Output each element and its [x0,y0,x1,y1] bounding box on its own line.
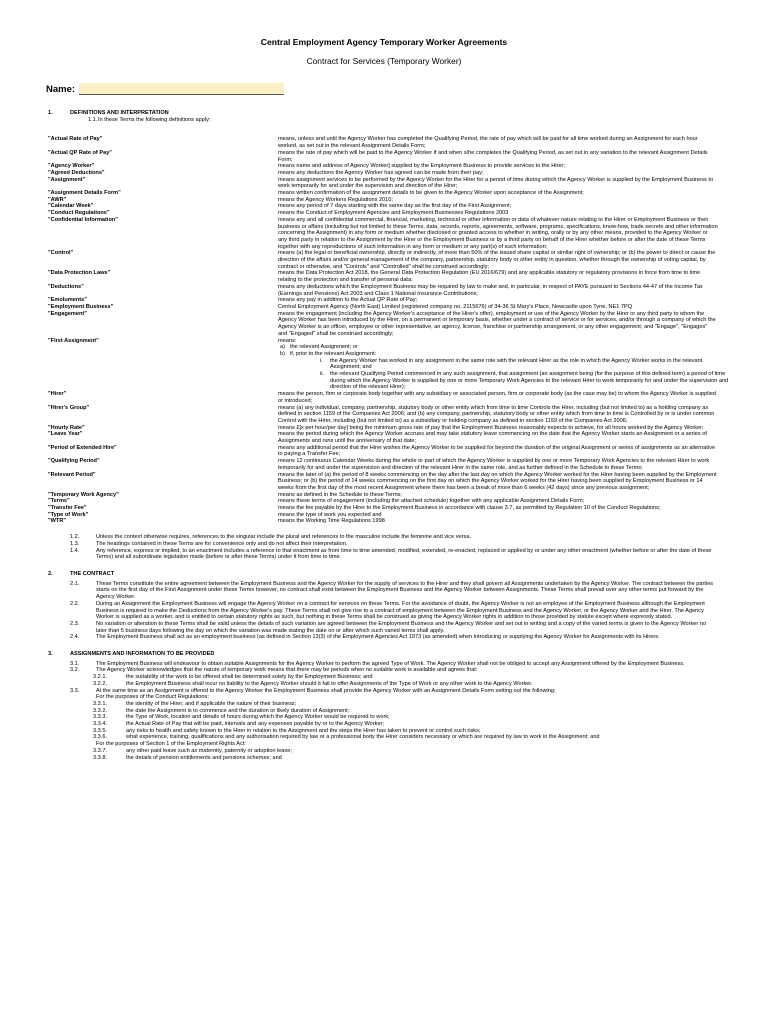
clause-text: The Agency Worker acknowledges that the nature of temporary work means that there may be periods when no suitable work is available and agrees that: [96,667,478,674]
clause-text: the details of pension entitlements and pensions schemes; and [126,754,282,761]
clause-number: 3.2. [70,667,80,674]
clause-text: the suitability of the work to be offered shall be determined solely by the Employment Business; and [126,674,373,681]
section-title: DEFINITIONS AND INTERPRETATION [70,110,169,116]
definition-term: "Terms" [48,498,70,505]
definition-row [0,458,768,471]
definition-term: "Agency Worker" [48,163,95,170]
definition-term: "Actual Rate of Pay" [48,136,103,143]
definition-term: "WTR" [48,518,67,525]
definition-meaning: means the period during which the Agency Worker accrues and may take statutory leave commencing on the date that the Agency Worker starts an Assignment or a series of Assignments and runs until the anniversary of that date; [278,431,707,445]
clause-text: Any reference, express or implied, to an enactment includes a reference to that enactment as from time to time amended, modified, extended, re-enacted, replaced or applied by or under any other enactment (whether before or after the date of these Terms) and all subordinate legislation made (before or after these Terms) under it from time to time. [96,547,712,561]
definition-row [0,425,768,432]
definition-term: "Assignment" [48,176,86,183]
definition-sub-item [0,344,768,351]
definition-meaning: means £[x per hour/per day] being the minimum gross rate of pay that the Employment Business reasonably expects to achieve, for all hours worked by the Agency Worker; [278,424,704,431]
clause-number: 2.4. [70,634,80,641]
definition-row [0,284,768,297]
definition-term: "First Assignment" [48,337,99,344]
definition-meaning: means any deductions the Agency Worker has agreed can be made from their pay; [278,169,484,176]
definition-row [0,217,768,251]
sub-clause [0,755,768,762]
clause-number: 3.3.8. [93,754,107,761]
sub-item-text: if, prior to the relevant Assignment: [290,350,377,357]
sub-item-label: b) [280,350,285,357]
section [0,651,768,761]
clause-number: 3.3. [70,687,80,694]
definition-row [0,472,768,492]
definition-row [0,518,768,525]
sub-clause [0,708,768,715]
clause-number: 3.2.2. [93,680,107,687]
definition-term: "Relevant Period" [48,471,96,478]
sub-clause [0,748,768,755]
definition-meaning: means the fee payable by the Hirer to the Employment Business in accordance with clause 3.7, as permitted by Regulation 10 of the Conduct Regulations; [278,505,661,512]
clause-text: the identity of the Hirer, and if applicable the nature of their business; [126,700,297,707]
name-label: Name: [46,83,76,95]
clause-note: For the purposes of Section 1 of the Employment Rights Act: [96,741,246,748]
clause-number: 2.2. [70,600,80,607]
definition-row [0,311,768,338]
section [0,110,768,561]
clause [0,667,768,674]
clause-number: 1.2. [70,534,80,541]
definition-term: "AWR" [48,196,67,203]
definition-term: "Confidential Information" [48,216,118,223]
definition-meaning: means the type of work you expected and [278,511,382,518]
definition-sub-sub-item [0,371,768,391]
definition-row [0,505,768,512]
clause-number: 3.3.1. [93,700,107,707]
document-subtitle: Contract for Services (Temporary Worker) [306,56,462,66]
sub-clause [0,701,768,708]
sub-clause [0,674,768,681]
clause-text: the Employment Business shall incur no liability to the Agency Worker should it fail to offer Assignments of the Type of Work or any other work to the Agency Worker. [126,680,533,687]
definition-meaning: means any and all confidential commercial, financial, marketing, technical or other information or data of whatever nature relating to the Hirer or Employment Business or their business or affairs (including but not limited to these Terms, data, records, reports, agreements, software, programs, specifications, know-how, trade secrets and other information concerning the Assignment) in any form or medium whether disclosed or granted access to whether in writing, orally or by any other means, provided to the Agency Worker or any third party in relation to the Assignment by the Hirer or the Employment Business or by a third party on behalf of the Hirer whether before or after the date of these Terms together with any reproductions of such information in any form or medium or any part(s) of such information; [278,216,718,250]
definition-row [0,203,768,210]
sub-item-label: ii. [320,371,325,378]
clause-text: the date the Assignment is to commence and the duration or likely duration of Assignment; [126,707,350,714]
definition-row [0,445,768,458]
definition-term: "Hirer" [48,391,67,398]
clause-text: Unless the context otherwise requires, references to the singular include the plural and references to the masculine include the feminine and vice versa. [96,534,471,541]
definition-term: "Period of Extended Hire" [48,444,117,451]
clause [0,548,768,561]
sub-clause [0,728,768,735]
sub-item-label: a) [280,344,285,351]
definition-row [0,297,768,304]
clause-text: The Employment Business will endeavour to obtain suitable Assignments for the Agency Worker to perform the agreed Type of Work. The Agency Worker shall not be obliged to accept any Assignment offered by the Employment Business. [96,660,685,667]
clause-text: No variation or alteration to these Terms shall be valid unless the details of such variation are agreed between the Employment Business and the Agency Worker and set out in writing and a copy of the varied terms is given to the Agency Worker no later than 5 business days following the day on which the variation was made stating the date on or after which such varied terms shall apply. [96,620,707,634]
section-number: 2. [48,571,53,577]
definition-meaning: Central Employment Agency (North East) Limited (registered company no. 2115676) of 34-36 St Mary's Place, Newcastle upon Tyne, NE1 7PQ [278,303,633,310]
definition-row [0,492,768,499]
definition-meaning: means the Agency Workers Regulations 2010; [278,196,393,203]
section-heading [0,651,768,658]
sub-item-label: i. [320,357,323,364]
clause-text: During an Assignment the Employment Business will engage the Agency Worker on a contract for services on these Terms. For the avoidance of doubt, the Agency Worker is not an employee of the Employment Business although the Employment Business is required to make the Deductions from the Agency Worker's pay. These Terms shall not give rise to a contract of employment between the Employment Business and the Agency Worker, or the Agency Worker and the Hirer. The Agency Worker is supplied as a worker, and is entitled to certain statutory rights as such, but nothing in these Terms shall be construed as giving the Agency Worker rights in addition to those provided by statute except where expressly stated. [96,600,705,621]
clause-text: At the same time as an Assignment is offered to the Agency Worker the Employment Business shall provide the Agency Worker with an Assignment Details Form setting out the following: [96,687,556,694]
clause [0,634,768,641]
definition-row [0,150,768,163]
section-title: THE CONTRACT [70,571,115,577]
section-heading [0,571,768,578]
definition-row [0,304,768,311]
clause-number: 1.1. [88,116,98,123]
definition-term: "Calendar Week" [48,203,94,210]
clause-number: 3.3.4. [93,721,107,728]
clause-number: 3.3.5. [93,727,107,734]
definition-meaning: means any additional period that the Hirer wishes the Agency Worker to be supplied for beyond the duration of the original Assignment or series of assignments as an alternative to paying a Transfer Fee; [278,444,716,458]
definition-meaning: means as defined in the Schedule to these Terms; [278,491,402,498]
clause-text: the Type of Work, location and details of hours during which the Agency Worker would be required to work; [126,714,390,721]
definition-row [0,197,768,204]
definition-meaning: means the rate of pay which will be paid to the Agency Worker if and when s/he completes the Qualifying Period, as set out in any variation to the relevant Assignment Details Form; [278,149,708,163]
clause-number: 3.3.6. [93,734,107,741]
definition-row [0,512,768,519]
definition-row [0,250,768,270]
clause-text: The Employment Business shall act as an employment business (as defined in Section 13(3) of the Employment Agencies Act 1973 (as amended) when introducing or supplying the Agency Worker for Assignments with its Hirers. [96,634,660,641]
clause-text: These Terms constitute the entire agreement between the Employment Business and the Agency Worker for the supply of services to the Hirer and they shall govern all Assignments undertaken by the Agency Worker. The contract between the parties starts on the first day of the First Assignment under these Terms however, no contract shall exist between the Employment Business and the Agency Worker between Assignments. These Terms shall prevail over any other terms put forward by the Agency Worker. [96,580,714,601]
definition-row [0,405,768,425]
definition-row [0,498,768,505]
clause [0,688,768,695]
definition-meaning: means name and address of Agency Worker] supplied by the Employment Business to provide services to the Hirer; [278,163,565,170]
sub-item-text: the relevant Qualifying Period commenced in any such assignment, that assignment (an assignment being (for the purpose of this defined term) a period of time during which the Agency Worker is supplied by one or more Temporary Work Agencies to the relevant Hirer to work temporarily for and under the supervision and direction of the relevant Hirer); [330,371,729,391]
definition-term: "Temporary Work Agency" [48,491,119,498]
clause-list [0,581,768,641]
definition-term: "Actual QP Rate of Pay" [48,149,112,156]
clause-text: any risks to health and safety known to the Hirer in relation to the Assignment and the steps the Hirer has taken to prevent or control such risks; [126,727,481,734]
definition-meaning: means the later of (a) the period of 8 weeks commencing on the day after the last day on which the Agency Worker worked for the Hirer having been supplied by the Employment Business; or (b) the period of 14 weeks commencing on the first day on which the Agency Worker worked for the Hirer having been supplied by Employment Business or 14 weeks from the first day of the most recent Assignment where there has been a break of more than 6 weeks (42 days) since any previous assignment; [278,471,717,491]
definition-row [0,163,768,170]
definition-row [0,391,768,404]
definition-sub-item [0,351,768,358]
section-heading [0,110,768,117]
section-number: 1. [48,110,53,116]
definition-meaning: means the Conduct of Employment Agencies and Employment Businesses Regulations 2003 [278,210,509,217]
clause [0,581,768,601]
document-body [0,110,768,1020]
definition-row [0,170,768,177]
definition-meaning: means the person, firm or corporate body together with any subsidiary or associated person, firm or corporate body (as the case may be) to whom the Agency Worker is supplied or introduced; [278,391,716,404]
definition-term: "Data Protection Laws" [48,270,111,277]
definition-term: "Hourly Rate" [48,424,85,431]
clause-text: what experience, training, qualifications and any authorisation required by law or a professional body the Hirer considers necessary or which are required by law to work in the Assignment; and [126,734,600,741]
clause-text: The headings contained in these Terms are for convenience only and do not affect their interpretation. [96,540,348,547]
definition-sub-sub-item [0,358,768,371]
section-number: 3. [48,651,53,658]
clause-text: In these Terms the following definitions apply: [98,116,211,123]
clause-list [0,534,768,561]
definition-row [0,177,768,190]
clause-number: 3.3.7. [93,747,107,754]
clause [0,661,768,668]
definition-term: "Qualifying Period" [48,458,100,465]
definition-meaning: means, unless and until the Agency Worker has completed the Qualifying Period, the rate of pay which will be paid for all time worked during an Assignment for each hour worked, as set out in the relevant Assignment Details Form; [278,136,698,150]
definition-term: "Assignment Details Form" [48,190,121,197]
definition-meaning: means these terms of engagement (including the attached schedule) together with any applicable Assignment Details Form; [278,498,585,505]
clause-number: 3.1. [70,660,80,667]
definition-term: "Transfer Fee" [48,505,87,512]
definition-meaning: means 12 continuous Calendar Weeks during the whole or part of which the Agency Worker is supplied by one or more Temporary Work Agencies to the relevant Hirer to work temporarily for and under the supervision and direction of the relevant Hirer in the same role, and as further defined in the Schedule to these Terms; [278,458,710,471]
definition-meaning: means: [278,337,297,344]
clause [0,534,768,541]
definition-meaning: means the engagement (including the Agency Worker's acceptance of the Hirer's offer), employment or use of the Agency Worker by the Hirer or any third party to whom the Agency Worker has been introduced by the Hirer, on a permanent or temporary basis, whether under a contract of service or for services, and/or through a company of which the Agency Worker is an officer, employee or other representative, an agency, license, franchise or partnership arrangement, or any other engagement; and "Engage", "Engages" and "Engaged" shall be construed accordingly; [278,310,716,337]
definition-term: "Deductions" [48,283,84,290]
clause-number: 2.3. [70,620,80,627]
definition-term: "Hirer's Group" [48,404,90,411]
definition-meaning: means assignment services to be performed by the Agency Worker for the Hirer for a period of time during which the Agency Worker is supplied by the Employment Business to work temporarily for and under the supervision and direction of the Hirer; [278,176,714,190]
definition-row [0,270,768,283]
definition-term: "Control" [48,250,74,257]
definition-term: "Emoluments" [48,297,87,304]
clause-number: 1.3. [70,540,80,547]
clause-number: 3.3.2. [93,707,107,714]
sub-clause [0,681,768,688]
section [0,571,768,641]
definition-meaning: means the Data Protection Act 2018, the General Data Protection Regulation (EU 2016/679) and any applicable statutory or regulatory provisions in force from time to time relating to the protection and transfer of personal data; [278,270,701,284]
definition-term: "Agreed Deductions" [48,169,105,176]
clause-list [0,661,768,762]
definition-meaning: means any deductions which the Employment Business may be required by law to make and, in particular, in respect of PAYE pursuant to Sections 44-47 of the Income Tax (Earnings and Pensions) Act 2003 and Class 1 National Insurance Contributions; [278,283,703,297]
definition-meaning: means any period of 7 days starting with the same day as the first day of the First Assignment; [278,203,512,210]
document-title: Central Employment Agency Temporary Worker Agreements [260,37,508,47]
definition-meaning: means written confirmation of the assignment details to be given to the Agency Worker upon acceptance of the Assignment; [278,190,584,197]
section-title: ASSIGNMENTS AND INFORMATION TO BE PROVIDED [70,651,215,658]
definition-meaning: means any pay in addition to the Actual QP Rate of Pay; [278,297,418,304]
clause-text: the Actual Rate of Pay that will be paid, intervals and any expenses payable by or to the Agency Worker; [126,721,384,728]
sub-clause [0,734,768,741]
definition-term: "Employment Business" [48,303,114,310]
definition-row [0,338,768,345]
definition-row [0,431,768,444]
clause-number: 3.2.1. [93,674,107,681]
definition-meaning: means (a) the legal or beneficial ownership, directly or indirectly, of more than 50% of the issued share capital or similar right of ownership; or (b) the power to direct or cause the direction of the affairs and/or general management of the company, partnership, statutory body or other entity in question, whether through the ownership of voting capital, by contract or otherwise, and "Controls" and "Controlled" shall be construed accordingly; [278,250,716,270]
sub-clause [0,714,768,721]
definition-term: "Engagement" [48,310,87,317]
clause-note: For the purposes of the Conduct Regulations: [96,694,209,701]
clause [0,621,768,634]
sub-item-text: the relevant Assignment; or [290,344,358,351]
clause-text: any other paid leave such as maternity, paternity or adoption leave; [126,747,292,754]
definition-term: "Type of Work" [48,511,89,518]
definition-term: "Conduct Regulations" [48,210,110,217]
name-row [46,83,284,95]
clause-number: 2.1. [70,580,80,587]
definition-meaning: means the Working Time Regulations 1998 [278,518,385,525]
definition-row [0,190,768,197]
clause-number: 1.4. [70,547,80,554]
definition-row [0,136,768,149]
definitions-list [0,136,768,525]
sub-item-text: the Agency Worker has worked in any assignment in the same role with the relevant Hirer as the role in which the Agency Worker works in the relevant Assignment; and [330,357,703,371]
clause-number: 3.3.3. [93,714,107,721]
name-field[interactable] [79,83,284,95]
definition-meaning: means (a) any individual, company, partnership, statutory body or other entity which from time to time Controls the Hirer, including (but not limited to) as a holding company as defined in section 1159 of the Companies Act 2006; and (b) any company, partnership, statutory body or other entity which from time to time is Controlled by or is under common Control with the Hirer, including (but not limited to) as a subsidiary or holding company as defined in section 1159 of the Companies Act 2006; [278,404,715,424]
definition-term: "Leave Year" [48,431,83,438]
clause [0,117,768,124]
clause [0,541,768,548]
clause [0,601,768,621]
definition-row [0,210,768,217]
sub-clause [0,721,768,728]
